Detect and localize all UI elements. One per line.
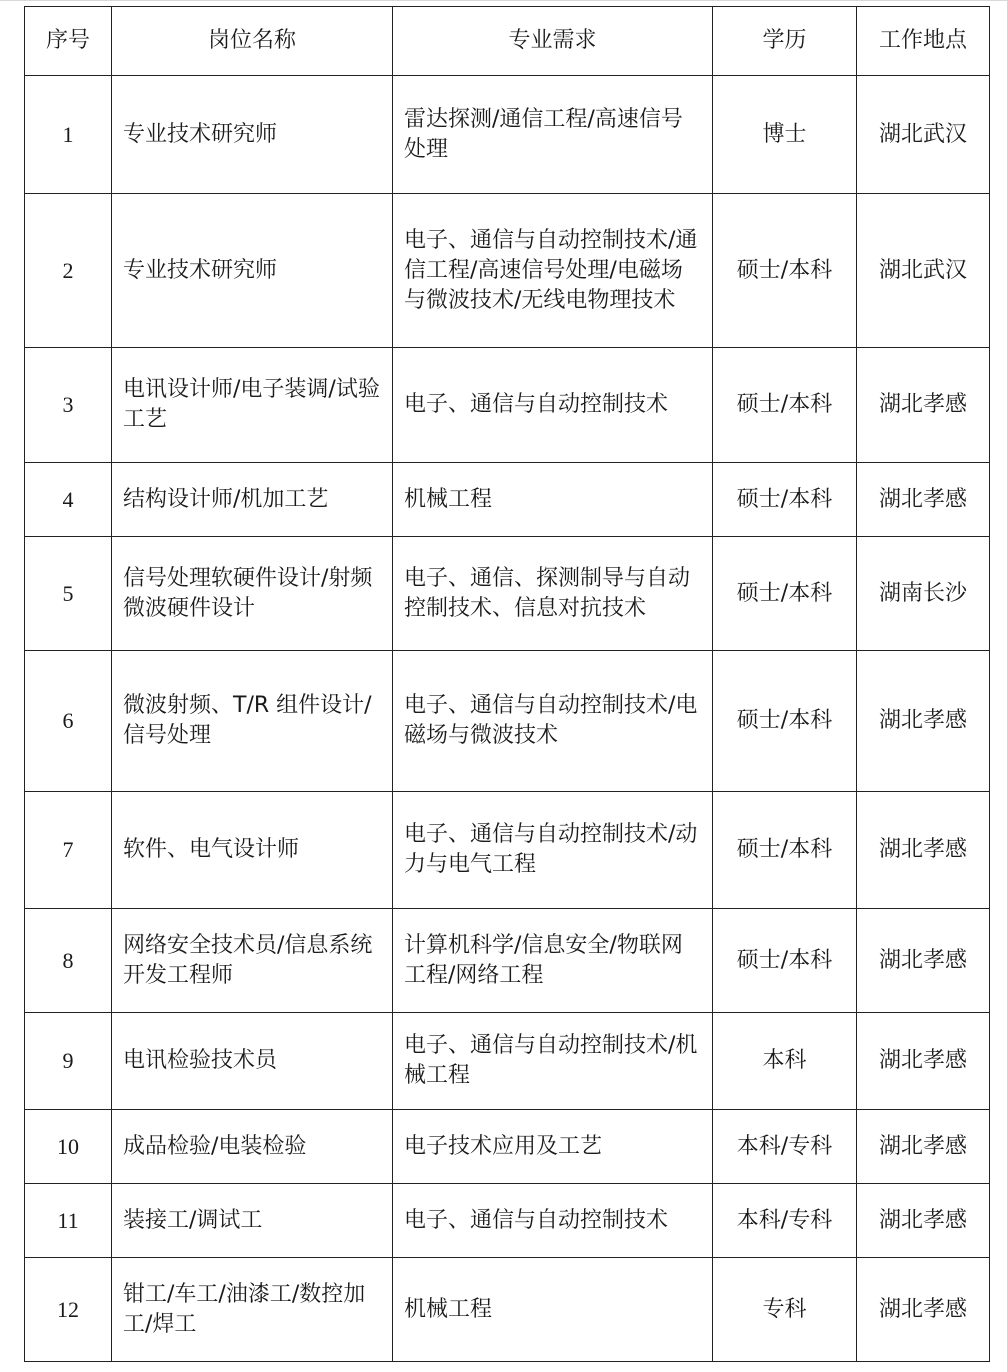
cell-education: 硕士/本科 (713, 194, 857, 348)
table-row (25, 1184, 990, 1258)
cell-position: 结构设计师/机加工艺 (112, 463, 393, 537)
table-row (25, 194, 990, 348)
cell-major: 计算机科学/信息安全/物联网工程/网络工程 (393, 909, 713, 1013)
cell-major: 雷达探测/通信工程/高速信号处理 (393, 76, 713, 194)
recruitment-table (24, 6, 990, 1362)
cell-index: 6 (25, 651, 112, 792)
cell-education: 硕士/本科 (713, 651, 857, 792)
cell-major: 电子、通信与自动控制技术 (393, 1184, 713, 1258)
header-index: 序号 (25, 7, 112, 76)
cell-index: 12 (25, 1258, 112, 1362)
table-row (25, 348, 990, 463)
cell-location: 湖北孝感 (857, 909, 990, 1013)
top-edge-line (0, 0, 1007, 1)
cell-education: 硕士/本科 (713, 537, 857, 651)
cell-location: 湖北孝感 (857, 1110, 990, 1184)
cell-index: 2 (25, 194, 112, 348)
header-position: 岗位名称 (112, 7, 393, 76)
cell-index: 4 (25, 463, 112, 537)
cell-location: 湖北孝感 (857, 792, 990, 909)
table-row (25, 1258, 990, 1362)
cell-position: 专业技术研究师 (112, 194, 393, 348)
cell-index: 9 (25, 1013, 112, 1110)
cell-major: 电子、通信、探测制导与自动控制技术、信息对抗技术 (393, 537, 713, 651)
cell-index: 10 (25, 1110, 112, 1184)
table-row (25, 537, 990, 651)
cell-location: 湖南长沙 (857, 537, 990, 651)
cell-position: 网络安全技术员/信息系统开发工程师 (112, 909, 393, 1013)
cell-education: 硕士/本科 (713, 909, 857, 1013)
cell-location: 湖北孝感 (857, 1013, 990, 1110)
cell-major: 电子、通信与自动控制技术/电磁场与微波技术 (393, 651, 713, 792)
cell-major: 电子、通信与自动控制技术/动力与电气工程 (393, 792, 713, 909)
cell-location: 湖北武汉 (857, 76, 990, 194)
cell-position: 成品检验/电装检验 (112, 1110, 393, 1184)
cell-major: 电子、通信与自动控制技术 (393, 348, 713, 463)
table-row (25, 1013, 990, 1110)
header-major: 专业需求 (393, 7, 713, 76)
cell-index: 1 (25, 76, 112, 194)
cell-index: 8 (25, 909, 112, 1013)
table-row (25, 76, 990, 194)
cell-education: 硕士/本科 (713, 792, 857, 909)
cell-index: 3 (25, 348, 112, 463)
cell-education: 硕士/本科 (713, 463, 857, 537)
cell-position: 电讯检验技术员 (112, 1013, 393, 1110)
cell-major: 机械工程 (393, 463, 713, 537)
cell-index: 5 (25, 537, 112, 651)
recruitment-table-container (24, 6, 989, 1362)
cell-location: 湖北孝感 (857, 1184, 990, 1258)
cell-location: 湖北孝感 (857, 463, 990, 537)
cell-education: 博士 (713, 76, 857, 194)
cell-education: 本科/专科 (713, 1184, 857, 1258)
cell-major: 电子、通信与自动控制技术/机械工程 (393, 1013, 713, 1110)
table-row (25, 1110, 990, 1184)
header-education: 学历 (713, 7, 857, 76)
cell-position: 钳工/车工/油漆工/数控加工/焊工 (112, 1258, 393, 1362)
cell-location: 湖北武汉 (857, 194, 990, 348)
cell-major: 电子技术应用及工艺 (393, 1110, 713, 1184)
cell-education: 本科 (713, 1013, 857, 1110)
cell-location: 湖北孝感 (857, 1258, 990, 1362)
cell-index: 7 (25, 792, 112, 909)
table-row (25, 463, 990, 537)
cell-position: 电讯设计师/电子装调/试验工艺 (112, 348, 393, 463)
table-row (25, 909, 990, 1013)
table-row (25, 792, 990, 909)
cell-location: 湖北孝感 (857, 651, 990, 792)
header-location: 工作地点 (857, 7, 990, 76)
table-row (25, 651, 990, 792)
cell-major: 机械工程 (393, 1258, 713, 1362)
cell-position: 专业技术研究师 (112, 76, 393, 194)
cell-education: 本科/专科 (713, 1110, 857, 1184)
cell-education: 硕士/本科 (713, 348, 857, 463)
cell-location: 湖北孝感 (857, 348, 990, 463)
table-header-row (25, 7, 990, 76)
cell-position: 软件、电气设计师 (112, 792, 393, 909)
cell-position: 信号处理软硬件设计/射频微波硬件设计 (112, 537, 393, 651)
cell-index: 11 (25, 1184, 112, 1258)
cell-position: 装接工/调试工 (112, 1184, 393, 1258)
cell-position: 微波射频、T/R 组件设计/信号处理 (112, 651, 393, 792)
cell-major: 电子、通信与自动控制技术/通信工程/高速信号处理/电磁场与微波技术/无线电物理技术 (393, 194, 713, 348)
cell-education: 专科 (713, 1258, 857, 1362)
